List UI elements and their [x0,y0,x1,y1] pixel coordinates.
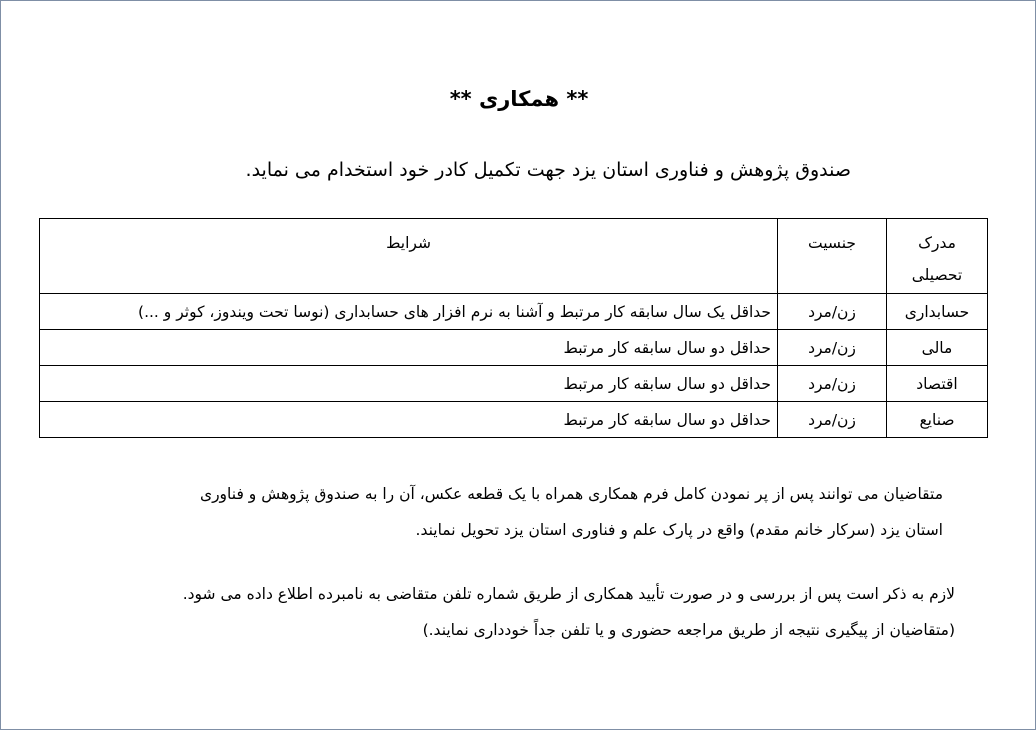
cell-conditions: حداقل دو سال سابقه کار مرتبط [40,366,778,402]
header-conditions: شرایط [40,219,778,294]
cell-gender: زن/مرد [778,294,887,330]
cell-gender: زن/مرد [778,366,887,402]
table-header-row [40,219,988,294]
cell-conditions: حداقل دو سال سابقه کار مرتبط [40,330,778,366]
table-row [40,294,988,330]
application-instructions-line2: استان یزد (سرکار خانم مقدم) واقع در پارک علم و فناوری استان یزد تحویل نمایند. [415,521,943,539]
notification-note [75,576,955,648]
header-gender: جنسیت [778,219,887,294]
cell-gender: زن/مرد [778,330,887,366]
cell-degree: مالی [887,330,988,366]
header-degree-line2: تحصیلی [911,266,963,284]
header-degree [887,219,988,294]
intro-text: صندوق پژوهش و فناوری استان یزد جهت تکمیل کادر خود استخدام می نماید. [245,159,851,181]
cell-degree: صنایع [887,402,988,438]
table-row [40,402,988,438]
notification-note-line1: لازم به ذکر است پس از بررسی و در صورت تأیید همکاری از طریق شماره تلفن متقاضی به نامبرده اطلاع داده می شود. [182,585,955,603]
header-degree-line1: مدرک [918,234,956,252]
cell-conditions: حداقل یک سال سابقه کار مرتبط و آشنا به نرم افزار های حسابداری (نوسا تحت ویندوز، کوثر و ...) [40,294,778,330]
cell-conditions: حداقل دو سال سابقه کار مرتبط [40,402,778,438]
notification-note-line2: (متقاضیان از پیگیری نتیجه از طریق مراجعه حضوری و یا تلفن جداً خودداری نمایند.) [422,621,955,639]
cell-gender: زن/مرد [778,402,887,438]
cell-degree: حسابداری [887,294,988,330]
table-row [40,330,988,366]
job-requirements-table [39,218,988,438]
cell-degree: اقتصاد [887,366,988,402]
table-row [40,366,988,402]
page-title: ** همکاری ** [449,87,589,111]
application-instructions [63,476,943,548]
application-instructions-line1: متقاضیان می توانند پس از پر نمودن کامل فرم همکاری همراه با یک قطعه عکس، آن را به صندوق پژوهش و فناوری [199,485,943,503]
